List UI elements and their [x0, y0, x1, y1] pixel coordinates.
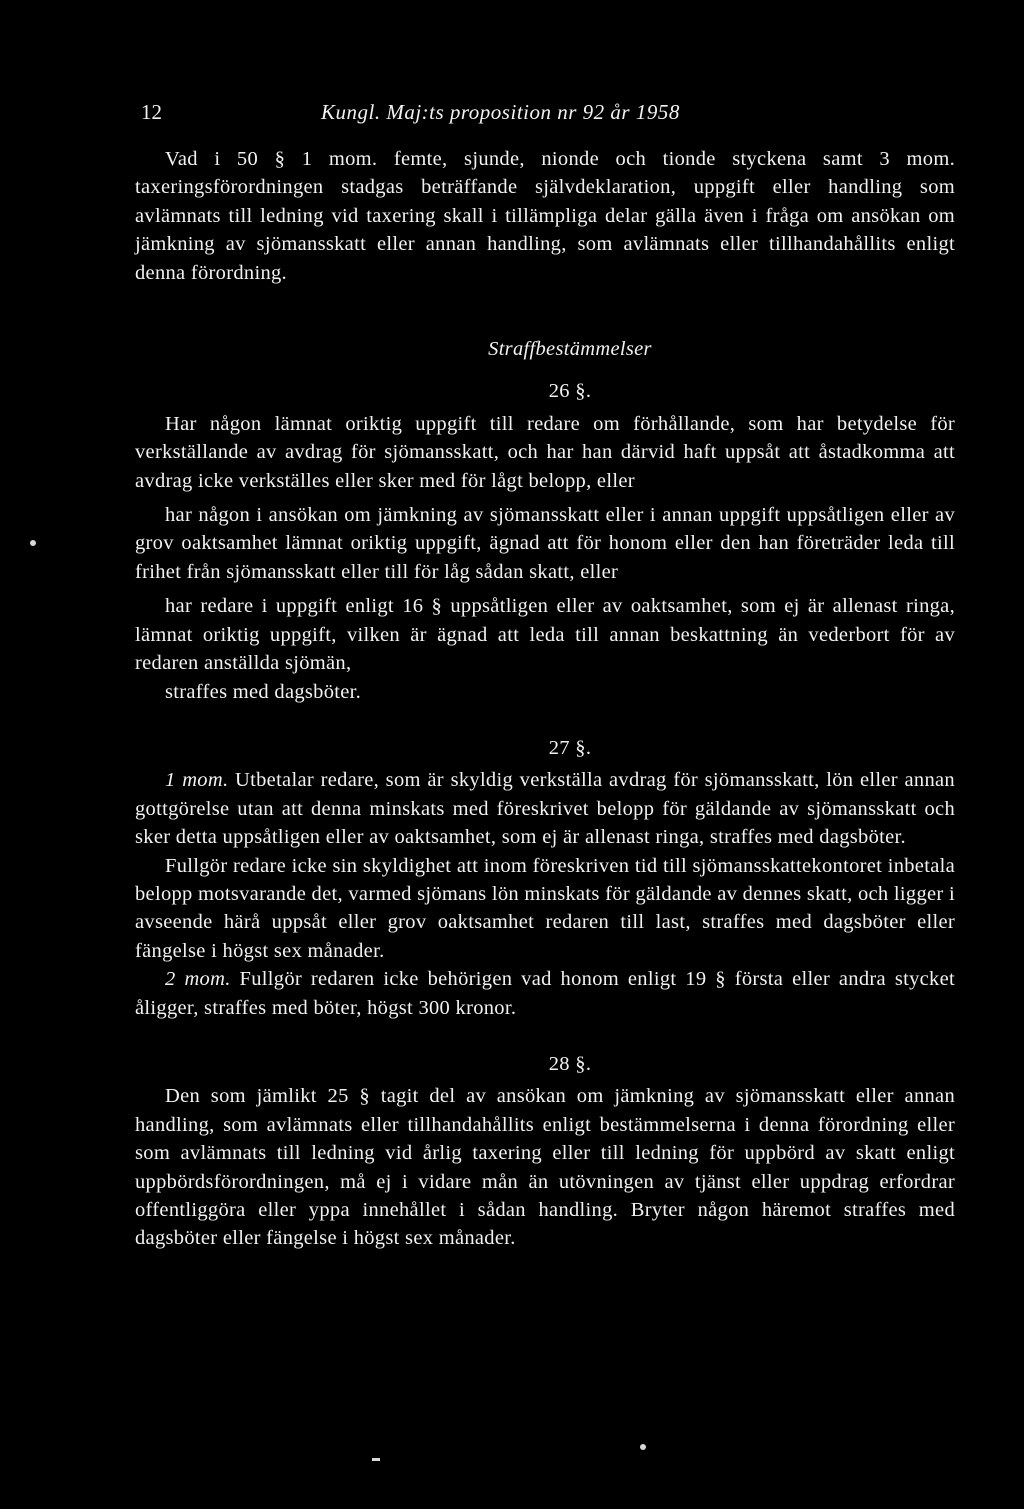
paragraph-number-27: 27 §. [548, 736, 592, 759]
mom1-text: Utbetalar redare, som är skyldig verkställa avdrag för sjömansskatt, lön eller annan gottgörelse utan att denna minskats med föreskrivet belopp för gäldande av sjömansskatt och sker detta uppsåtligen eller av oaktsamhet, som ej är allenast ringa, straffes med dagsböter. [135, 769, 955, 849]
p26-paragraph-1: Har någon lämnat oriktig uppgift till redare om förhållande, som har betydelse för verkställande av avdrag för sjömansskatt, och har han därvid haft uppsåt att åstadkomma att avdrag icke verkställes eller sker med för lågt belopp, eller [135, 412, 955, 492]
scan-speck [640, 1444, 646, 1450]
document-body [135, 145, 955, 1253]
scan-speck [30, 540, 36, 546]
mom1-label: 1 mom. [165, 769, 229, 792]
page-number: 12 [141, 100, 162, 124]
p27-mom2 [135, 965, 955, 1022]
section-heading: Straffbestämmelser [488, 338, 652, 361]
intro-paragraph: Vad i 50 § 1 mom. femte, sjunde, nionde och tionde styckena samt 3 mom. taxeringsförordningen stadgas beträffande självdeklaration, uppgift eller handling som avlämnats till ledning vid taxering skall i tillämpliga delar gälla även i fråga om ansökan om jämkning av sjömansskatt eller annan handling, som avlämnats eller tillhandahållits enligt denna förordning. [135, 148, 955, 284]
paragraph-number-28: 28 §. [548, 1052, 592, 1075]
scan-speck [372, 1458, 380, 1461]
mom2-label: 2 mom. [165, 968, 231, 991]
paragraph-number-26: 26 §. [548, 380, 592, 403]
p27-mom1-paragraph-2: Fullgör redare icke sin skyldighet att inom föreskriven tid till sjömansskattekontoret inbetala belopp motsvarande det, varmed sjömans lön minskats för gäldande av dennes skatt, och ligger i avseende härå uppsåt eller grov oaktsamhet redaren till last, straffes med dagsböter eller fängelse i högst sex månader. [135, 854, 955, 962]
page-header [141, 100, 961, 130]
p26-paragraph-3: har redare i uppgift enligt 16 § uppsåtligen eller av oaktsamhet, som ej är allenast ringa, lämnat oriktig uppgift, vilken är ägnad att leda till annan beskattning än vederbort för av redaren anställda sjömän, [135, 595, 955, 675]
p26-paragraph-4: straffes med dagsböter. [165, 680, 362, 703]
p27-mom1 [135, 766, 955, 851]
running-title: Kungl. Maj:ts proposition nr 92 år 1958 [321, 100, 680, 124]
mom2-text: Fullgör redaren icke behörigen vad honom enligt 19 § första eller andra stycket åligger, straffes med böter, högst 300 kronor. [135, 968, 955, 1019]
p26-paragraph-2: har någon i ansökan om jämkning av sjömansskatt eller i annan uppgift uppsåtligen eller av grov oaktsamhet lämnat oriktig uppgift, ägnad att för honom eller den han företräder leda till frihet från sjömansskatt eller till för låg sådan skatt, eller [135, 504, 955, 583]
p28-paragraph: Den som jämlikt 25 § tagit del av ansökan om jämkning av sjömansskatt eller annan handling, som avlämnats eller tillhandahållits enligt bestämmelserna i denna förordning eller som avlämnats till ledning vid årlig taxering eller till ledning för uppbörd av skatt enligt uppbördsförordningen, må ej i vidare mån än utövningen av tjänst eller uppdrag erfordrar offentliggöra eller yppa innehållet i sådan handling. Bryter någon häremot straffes med dagsböter eller fängelse i högst sex månader. [135, 1085, 955, 1250]
